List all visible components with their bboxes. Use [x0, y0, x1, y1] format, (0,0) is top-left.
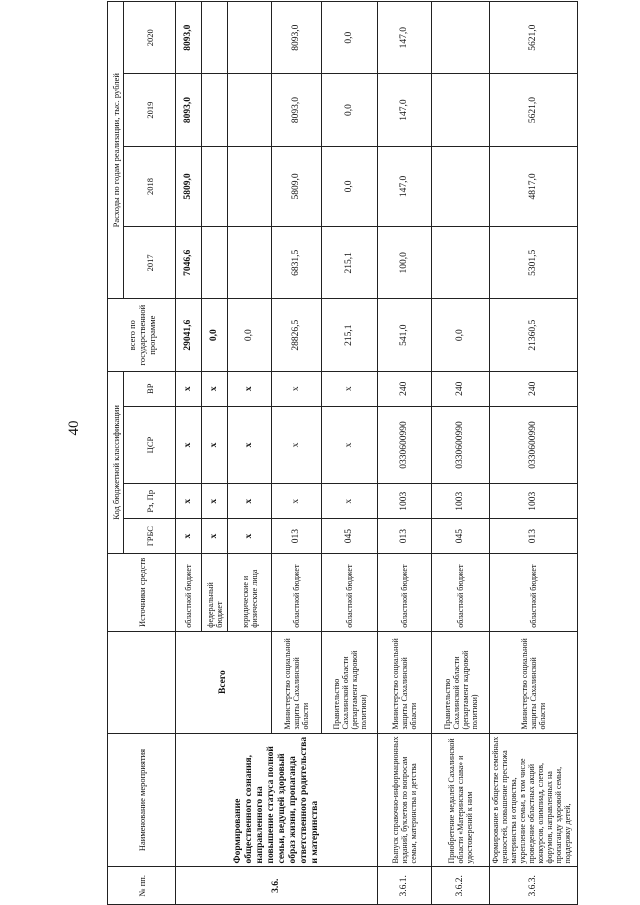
cell-2017: 7046,6	[176, 227, 202, 299]
cell-grbs: 045	[322, 519, 378, 554]
cell-2020: 8093,0	[176, 2, 202, 74]
cell-total: 0,0	[202, 299, 228, 371]
header-grbs: ГРБС	[124, 519, 176, 554]
row-source: юридические и физические лица	[228, 554, 272, 632]
cell-grbs: х	[202, 519, 228, 554]
cell-vr: х	[202, 371, 228, 406]
cell-2019: 8093,0	[176, 74, 202, 146]
cell-rzpr: х	[272, 484, 322, 519]
cell-2017: 215,1	[322, 227, 378, 299]
cell-csr: х	[176, 406, 202, 484]
cell-2019: 147,0	[378, 74, 432, 146]
header-kbk-group: Код бюджетной классификации	[108, 371, 124, 553]
cell-grbs: х	[228, 519, 272, 554]
cell-csr: 0330600990	[378, 406, 432, 484]
header-num: № пп.	[108, 867, 176, 905]
cell-vr: х	[176, 371, 202, 406]
row-source: областной бюджет	[490, 554, 578, 632]
cell-rzpr: х	[322, 484, 378, 519]
cell-csr: х	[202, 406, 228, 484]
cell-csr: х	[228, 406, 272, 484]
row-executor: Министерство социальной защиты Сахалинской области	[272, 631, 322, 733]
page-number: 40	[66, 420, 82, 436]
cell-csr: х	[272, 406, 322, 484]
cell-total: 0,0	[432, 299, 490, 371]
cell-vr: 240	[378, 371, 432, 406]
row-name: Выпуск справочно-информационных изданий, буклетов по вопросам семьи, материнства и детства	[378, 733, 432, 867]
row-executor: Министерство социальной защиты Сахалинской области	[490, 631, 578, 733]
cell-rzpr: х	[176, 484, 202, 519]
cell-grbs: 013	[378, 519, 432, 554]
cell-rzpr: х	[202, 484, 228, 519]
cell-rzpr: 1003	[432, 484, 490, 519]
header-row-1	[108, 2, 124, 905]
cell-vr: х	[322, 371, 378, 406]
cell-total: 29041,6	[176, 299, 202, 371]
header-executor	[108, 631, 176, 733]
header-expenses-group: Расходы по годам реализации, тыс. рублей	[108, 2, 124, 299]
row-num: 3.6.1.	[378, 867, 432, 905]
cell-2018: 4817,0	[490, 146, 578, 226]
header-source: Источники средств	[108, 554, 176, 632]
row-executor: Правительство Сахалинской области (департамент кадровой политики)	[432, 631, 490, 733]
cell-csr: 0330600990	[490, 406, 578, 484]
cell-vr: х	[228, 371, 272, 406]
cell-total: 28826,5	[272, 299, 322, 371]
cell-grbs: 045	[432, 519, 490, 554]
cell-rzpr: 1003	[490, 484, 578, 519]
cell-csr: х	[322, 406, 378, 484]
header-2020: 2020	[124, 2, 176, 74]
cell-2019: 0,0	[322, 74, 378, 146]
row-executor: Министерство социальной защиты Сахалинской области	[378, 631, 432, 733]
row-vsego-label: Всего	[176, 631, 272, 733]
cell-2019: 8093,0	[272, 74, 322, 146]
header-2017: 2017	[124, 227, 176, 299]
cell-vr: 240	[490, 371, 578, 406]
rotated-budget-table-container	[107, 1, 633, 905]
header-vr: ВР	[124, 371, 176, 406]
row-num: 3.6.2.	[432, 867, 490, 905]
cell-rzpr: х	[228, 484, 272, 519]
cell-total: 0,0	[228, 299, 272, 371]
table-row-3-6-3	[490, 2, 578, 905]
header-2019: 2019	[124, 74, 176, 146]
row-source: областной бюджет	[176, 554, 202, 632]
row-source: областной бюджет	[272, 554, 322, 632]
cell-2018: 0,0	[322, 146, 378, 226]
header-rzpr: Рз, Пр	[124, 484, 176, 519]
cell-2017: 6831,5	[272, 227, 322, 299]
cell-2018: 5809,0	[272, 146, 322, 226]
cell-vr: х	[272, 371, 322, 406]
cell-2020: 0,0	[322, 2, 378, 74]
row-source: областной бюджет	[378, 554, 432, 632]
cell-csr: 0330600990	[432, 406, 490, 484]
cell-total: 215,1	[322, 299, 378, 371]
cell-rzpr: 1003	[378, 484, 432, 519]
header-2018: 2018	[124, 146, 176, 226]
table-row-3-6-2	[432, 2, 490, 905]
cell-2018: 5809,0	[176, 146, 202, 226]
cell-2020: 5621,0	[490, 2, 578, 74]
cell-total: 541,0	[378, 299, 432, 371]
table-row-3-6-1	[378, 2, 432, 905]
row-source: федеральный бюджет	[202, 554, 228, 632]
row-executor: Правительство Сахалинской области (департамент кадровой политики)	[322, 631, 378, 733]
row-source: областной бюджет	[432, 554, 490, 632]
cell-grbs: 013	[272, 519, 322, 554]
cell-2019: 5621,0	[490, 74, 578, 146]
budget-table	[107, 1, 578, 905]
table-row-3-6-regional	[176, 2, 202, 905]
cell-2020: 147,0	[378, 2, 432, 74]
row-name: Формирование в обществе семейных ценностей, повышение престижа материнства и отцовства, укрепление семьи, в том числе проведение областных акций конкурсов, олимпиад, слетов, форумов, направленных на пропаганду здоровой семьи, поддержку детей,	[490, 733, 578, 867]
cell-total: 21360,5	[490, 299, 578, 371]
row-num: 3.6.	[176, 867, 378, 905]
row-source: областной бюджет	[322, 554, 378, 632]
cell-2018: 147,0	[378, 146, 432, 226]
cell-grbs: 013	[490, 519, 578, 554]
row-name: Формирование общественного сознания, направленного на повышение статуса полной семьи, ведущей здоровый образ жизни, пропаганда ответственного родительства и материнства	[176, 733, 378, 867]
cell-2020: 8093,0	[272, 2, 322, 74]
cell-2017: 5301,5	[490, 227, 578, 299]
row-num: 3.6.3.	[490, 867, 578, 905]
cell-vr: 240	[432, 371, 490, 406]
row-name: Приобретение медалей Сахалинской области «Материнская слава» и удостоверений к ним	[432, 733, 490, 867]
header-csr: ЦСР	[124, 406, 176, 484]
header-name: Наименование мероприятия	[108, 733, 176, 867]
cell-grbs: х	[176, 519, 202, 554]
header-total: всего по государственной программе	[108, 299, 176, 371]
cell-2017: 100,0	[378, 227, 432, 299]
